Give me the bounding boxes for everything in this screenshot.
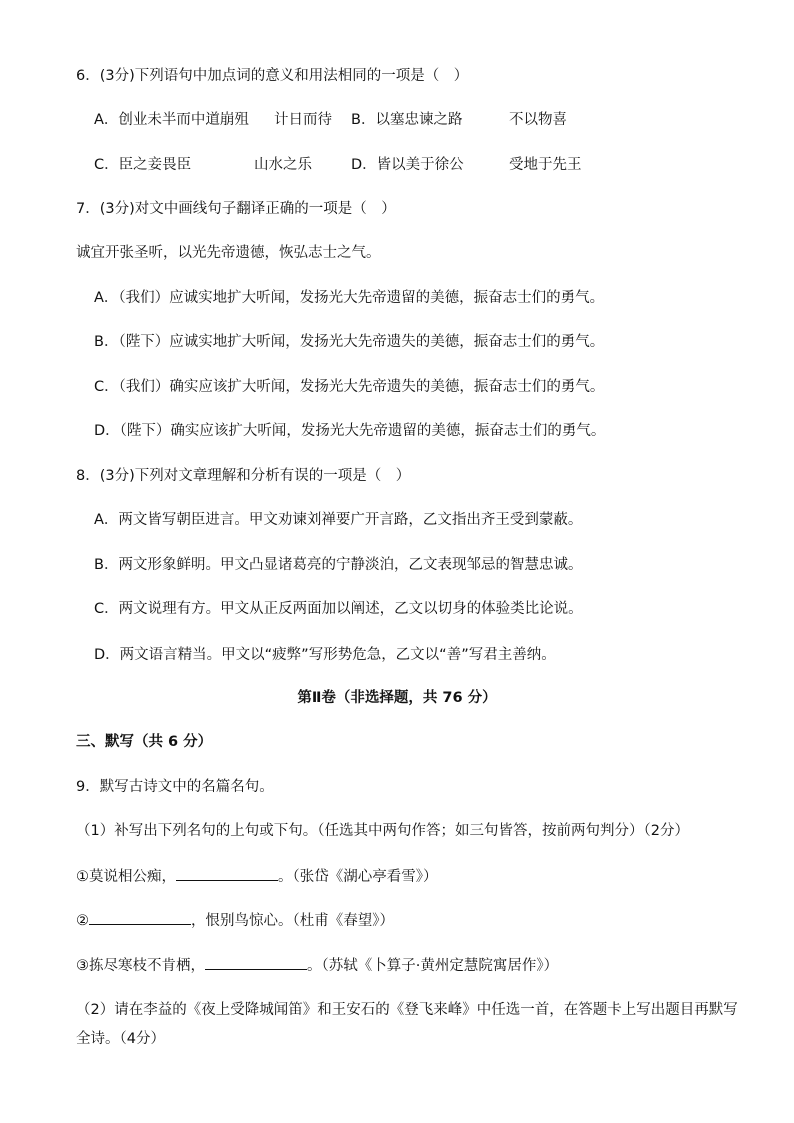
q9-line-2 (76, 910, 394, 931)
q9-line-1-prefix: ①莫说相公痴， (76, 869, 176, 885)
q7-option-b: B．（陛下）应诚实地扩大听闻，发扬光大先帝遗失的美德，振奋志士们的勇气。 (94, 334, 605, 350)
answer-blank-3[interactable] (205, 955, 307, 970)
q7-option-c: C．（我们）确实应该扩大听闻，发扬光大先帝遗失的美德，振奋志士们的勇气。 (94, 379, 605, 395)
q6-row2 (94, 155, 582, 175)
q7-option-d: D．（陛下）确实应该扩大听闻，发扬光大先帝遗留的美德，振奋志士们的勇气。 (94, 423, 606, 439)
q7-sentence: 诚宜开张圣听，以光先帝遗德，恢弘志士之气。 (76, 245, 381, 261)
q9-line-2-suffix: ，恨别鸟惊心。（杜甫《春望》） (191, 913, 394, 929)
part2-title: 第Ⅱ卷（非选择题，共 76 分） (297, 690, 497, 706)
q9-line-2-prefix: ② (76, 913, 89, 929)
q8-option-a: A．两文皆写朝臣进言。甲文劝谏刘禅要广开言路，乙文指出齐王受到蒙蔽。 (94, 512, 583, 528)
q6-option-d-2: 受地于先王 (509, 157, 582, 173)
q6-option-c-2: 山水之乐 (254, 157, 312, 173)
q6-option-a-1: A．创业未半而中道崩殂 (94, 112, 249, 128)
q8-option-d: D．两文语言精当。甲文以“疲弊”写形势危急，乙文以“善”写君主善纳。 (94, 647, 556, 663)
q9-line-3-suffix: 。（苏轼《卜算子·黄州定慧院寓居作》） (307, 958, 559, 974)
q9-line-3-prefix: ③拣尽寒枝不肯栖， (76, 958, 205, 974)
q9-sub2-line-1: （2）请在李益的《夜上受降城闻笛》和王安石的《登飞来峰》中任选一首，在答题卡上写出题目再默写 (76, 1002, 738, 1018)
q9-sub1: （1）补写出下列名句的上句或下句。（任选其中两句作答；如三句皆答，按前两句判分）（2分） (76, 823, 689, 839)
section3-title: 三、默写（共 6 分） (76, 734, 213, 750)
q6-option-a-2: 计日而待 (274, 112, 332, 128)
q7-option-a: A．（我们）应诚实地扩大听闻，发扬光大先帝遗留的美德，振奋志士们的勇气。 (94, 290, 605, 306)
q9-sub2-line-2: 全诗。（4分） (76, 1031, 165, 1047)
q8-option-c: C．两文说理有方。甲文从正反两面加以阐述，乙文以切身的体验类比论说。 (94, 601, 583, 617)
q6-option-b-1: B．以塞忠谏之路 (351, 112, 463, 128)
q6-stem: 6．(3分)下列语句中加点词的意义和用法相同的一项是（ ） (76, 68, 469, 84)
q6-option-b-2: 不以物喜 (509, 112, 567, 128)
q9-line-1-suffix: 。（张岱《湖心亭看雪》） (278, 869, 438, 885)
q9-line-3 (76, 955, 558, 976)
q9-stem: 9．默写古诗文中的名篇名句。 (76, 779, 274, 795)
answer-blank-2[interactable] (89, 910, 191, 925)
q7-stem: 7．(3分)对文中画线句子翻译正确的一项是（ ） (76, 201, 396, 217)
q8-stem: 8．(3分)下列对文章理解和分析有误的一项是（ ） (76, 468, 411, 484)
q9-line-1 (76, 866, 438, 887)
q6-option-d-1: D．皆以美于徐公 (351, 157, 464, 173)
q6-row1 (94, 110, 567, 130)
q6-option-c-1: C．臣之妾畏臣 (94, 157, 192, 173)
q8-option-b: B．两文形象鲜明。甲文凸显诸葛亮的宁静淡泊，乙文表现邹忌的智慧忠诚。 (94, 557, 583, 573)
answer-blank-1[interactable] (176, 866, 278, 881)
